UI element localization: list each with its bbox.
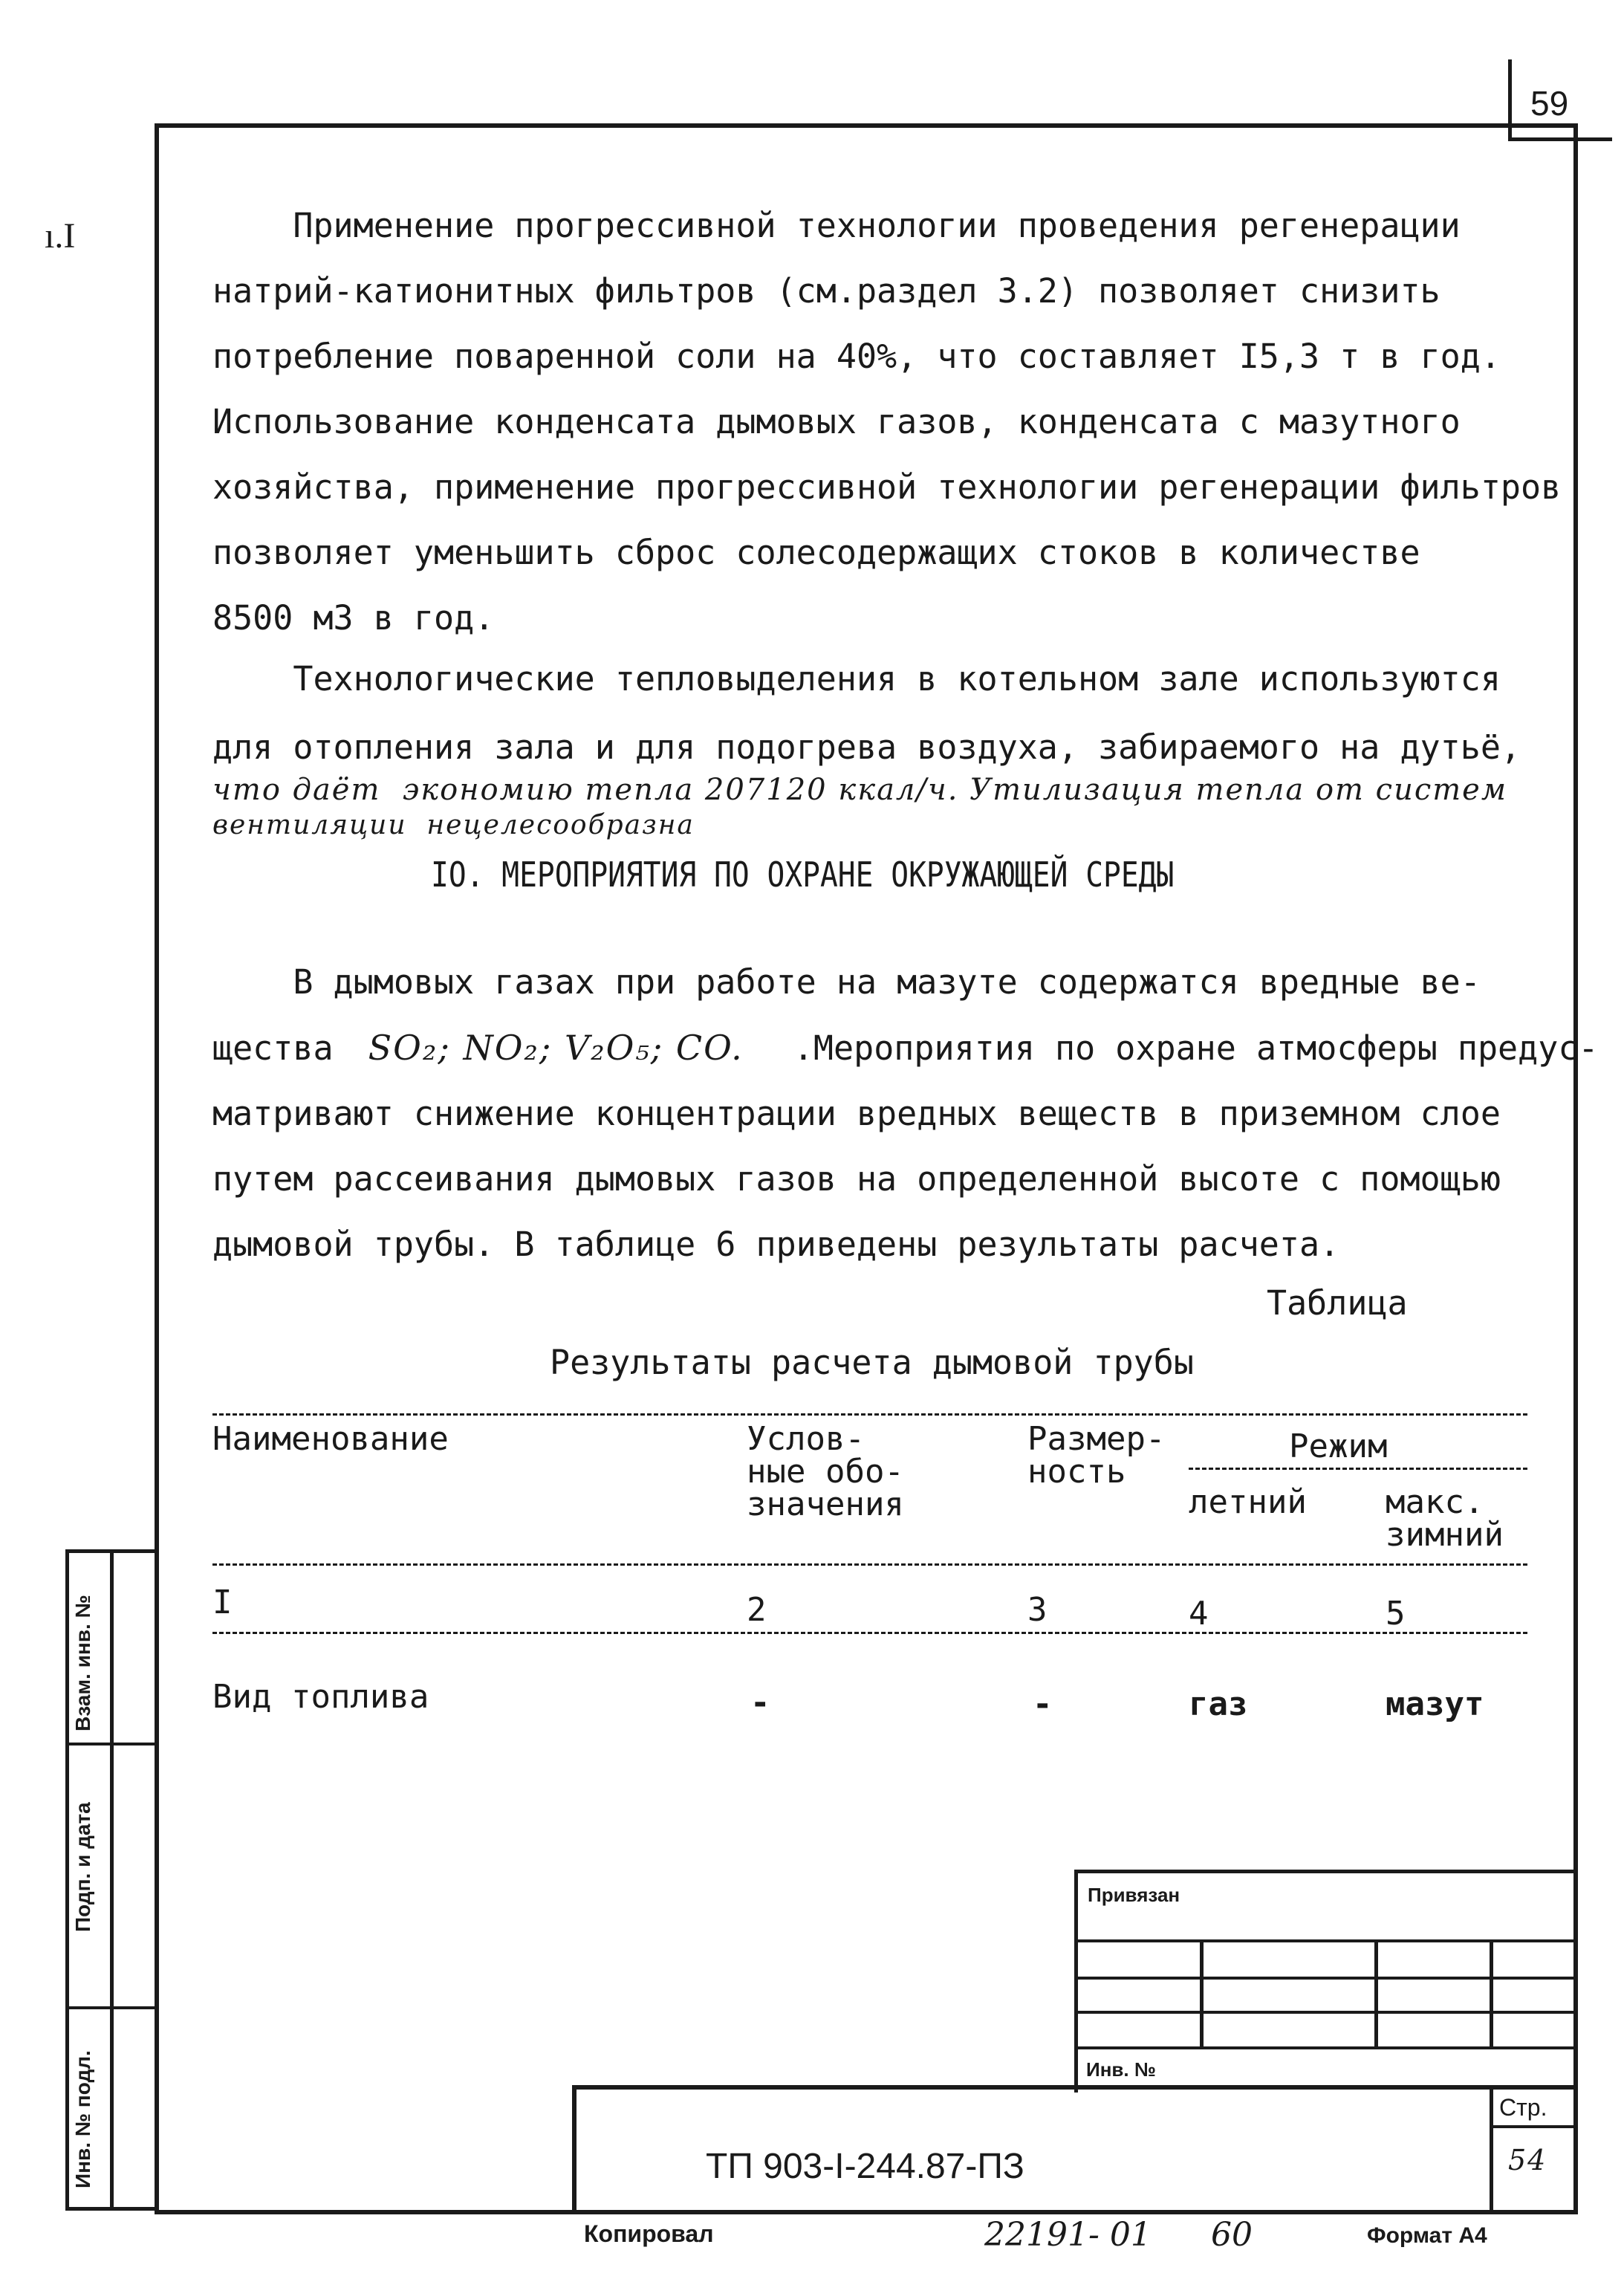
bound-grid-h3: [1074, 2011, 1575, 2014]
text-line: Использование конденсата дымовых газов, конденсата с мазутного: [212, 402, 1461, 441]
page-number: 59: [1530, 84, 1569, 123]
side-stamp-label-2: Подп. и дата: [71, 1802, 94, 1932]
paragraph-2: [212, 646, 1521, 783]
header-line: ность: [1027, 1453, 1126, 1491]
row-winter: мазут: [1386, 1685, 1484, 1723]
side-mark: ı.I: [45, 216, 76, 256]
sheet-cell-divider: [1490, 2125, 1575, 2128]
side-stamp-sep-2: [65, 2006, 155, 2009]
row-symbol: -: [750, 1684, 770, 1722]
header-summer: летний: [1189, 1483, 1307, 1521]
formula-handwritten: SO₂; NO₂; V₂O₅; CO.: [368, 1028, 744, 1068]
column-numbers-rule: [212, 1632, 1527, 1634]
column-number: 5: [1386, 1595, 1406, 1633]
text-line: Технологические тепловыделения в котельном зале используются: [212, 659, 1501, 698]
text-prefix: щества: [212, 1028, 334, 1068]
column-number: 2: [747, 1591, 767, 1629]
bound-grid-v2: [1374, 1939, 1378, 2046]
sheet-label: Стр.: [1499, 2094, 1547, 2121]
section-heading: IO. МЕРОПРИЯТИЯ ПО ОХРАНЕ ОКРУЖАЮЩЕЙ СРЕДЫ: [431, 855, 1175, 895]
text-line: хозяйства, применение прогрессивной технологии регенерации фильтров: [212, 467, 1562, 507]
row-name: Вид топлива: [212, 1678, 429, 1716]
sheet-cell-left: [1490, 2085, 1493, 2214]
text-suffix: .Мероприятия по охране атмосферы предус-: [793, 1028, 1599, 1068]
text-line-with-formula: [212, 1015, 1599, 1081]
paragraph-1: [212, 193, 1561, 651]
column-number: I: [212, 1584, 233, 1621]
footer-handwritten-number: 60: [1211, 2216, 1253, 2254]
text-line: потребление поваренной соли на 40%, что составляет I5,3 т в год.: [212, 337, 1501, 376]
footer-handwritten-code: 22191- 01: [984, 2216, 1152, 2254]
bound-grid-v1: [1200, 1939, 1204, 2046]
row-summer: газ: [1189, 1685, 1248, 1723]
header-name: Наименование: [212, 1420, 449, 1458]
header-symbol: [747, 1420, 904, 1523]
side-stamp-divider: [110, 1549, 114, 2211]
bound-grid-h4: [1074, 2046, 1575, 2049]
title-block-left: [572, 2085, 576, 2214]
text-line: позволяет уменьшить сброс солесодержащих стоков в количестве: [212, 533, 1420, 572]
side-stamp-sep-1: [65, 1743, 155, 1745]
table-top-rule: [212, 1413, 1527, 1416]
text-line: дымовой трубы. В таблице 6 приведены результаты расчета.: [212, 1225, 1340, 1264]
table-caption: Результаты расчета дымовой трубы: [550, 1343, 1194, 1382]
title-block-top: [572, 2085, 1575, 2090]
handwritten-line-2: вентиляции нецелесообразна: [212, 810, 695, 840]
header-winter: [1386, 1483, 1504, 1554]
text-line: Применение прогрессивной технологии проведения регенерации: [212, 206, 1461, 245]
column-number: 3: [1027, 1591, 1048, 1629]
side-stamp-label-3: Инв. № подл.: [71, 2050, 94, 2188]
text-line: матривают снижение концентрации вредных веществ в приземном слое: [212, 1094, 1501, 1133]
bound-grid-v3: [1490, 1939, 1493, 2046]
header-line: зимний: [1386, 1516, 1504, 1554]
table-label: Таблица: [1267, 1283, 1408, 1323]
bound-grid-h2: [1074, 1977, 1575, 1980]
header-unit: [1027, 1420, 1166, 1491]
handwritten-line-1: что даёт экономию тепла 207120 ккал/ч. Утилизация тепла от систем: [212, 773, 1507, 807]
header-line: значения: [747, 1485, 904, 1523]
text-line: для отопления зала и для подогрева воздуха, забираемого на дутьё,: [212, 727, 1521, 767]
header-line: макс.: [1386, 1483, 1484, 1521]
inv-no-label: Инв. №: [1086, 2058, 1156, 2081]
mode-underline: [1189, 1468, 1527, 1470]
document-code: ТП 903-I-244.87-ПЗ: [706, 2147, 1024, 2186]
header-line: Услов-: [747, 1420, 865, 1458]
header-line: Размер-: [1027, 1420, 1166, 1458]
bound-label: Привязан: [1088, 1884, 1180, 1906]
text-line: 8500 м3 в год.: [212, 598, 495, 638]
side-stamp-label-1: Взам. инв. №: [71, 1595, 94, 1731]
text-line: В дымовых газах при работе на мазуте содержатся вредные ве-: [212, 962, 1481, 1002]
sheet-value: 54: [1508, 2144, 1547, 2176]
footer-copied: Копировал: [584, 2220, 714, 2247]
header-mode: Режим: [1289, 1427, 1388, 1465]
column-number: 4: [1189, 1595, 1209, 1633]
footer-format: Формат А4: [1367, 2223, 1487, 2248]
header-bottom-rule: [212, 1563, 1527, 1566]
text-line: натрий-катионитных фильтров (см.раздел 3.2) позволяет снизить: [212, 271, 1441, 311]
section-paragraph: [212, 950, 1599, 1277]
text-line: путем рассеивания дымовых газов на определенной высоте с помощью: [212, 1159, 1501, 1199]
bound-grid-h1: [1074, 1939, 1575, 1942]
header-line: ные обо-: [747, 1453, 904, 1491]
row-unit: -: [1033, 1685, 1053, 1723]
